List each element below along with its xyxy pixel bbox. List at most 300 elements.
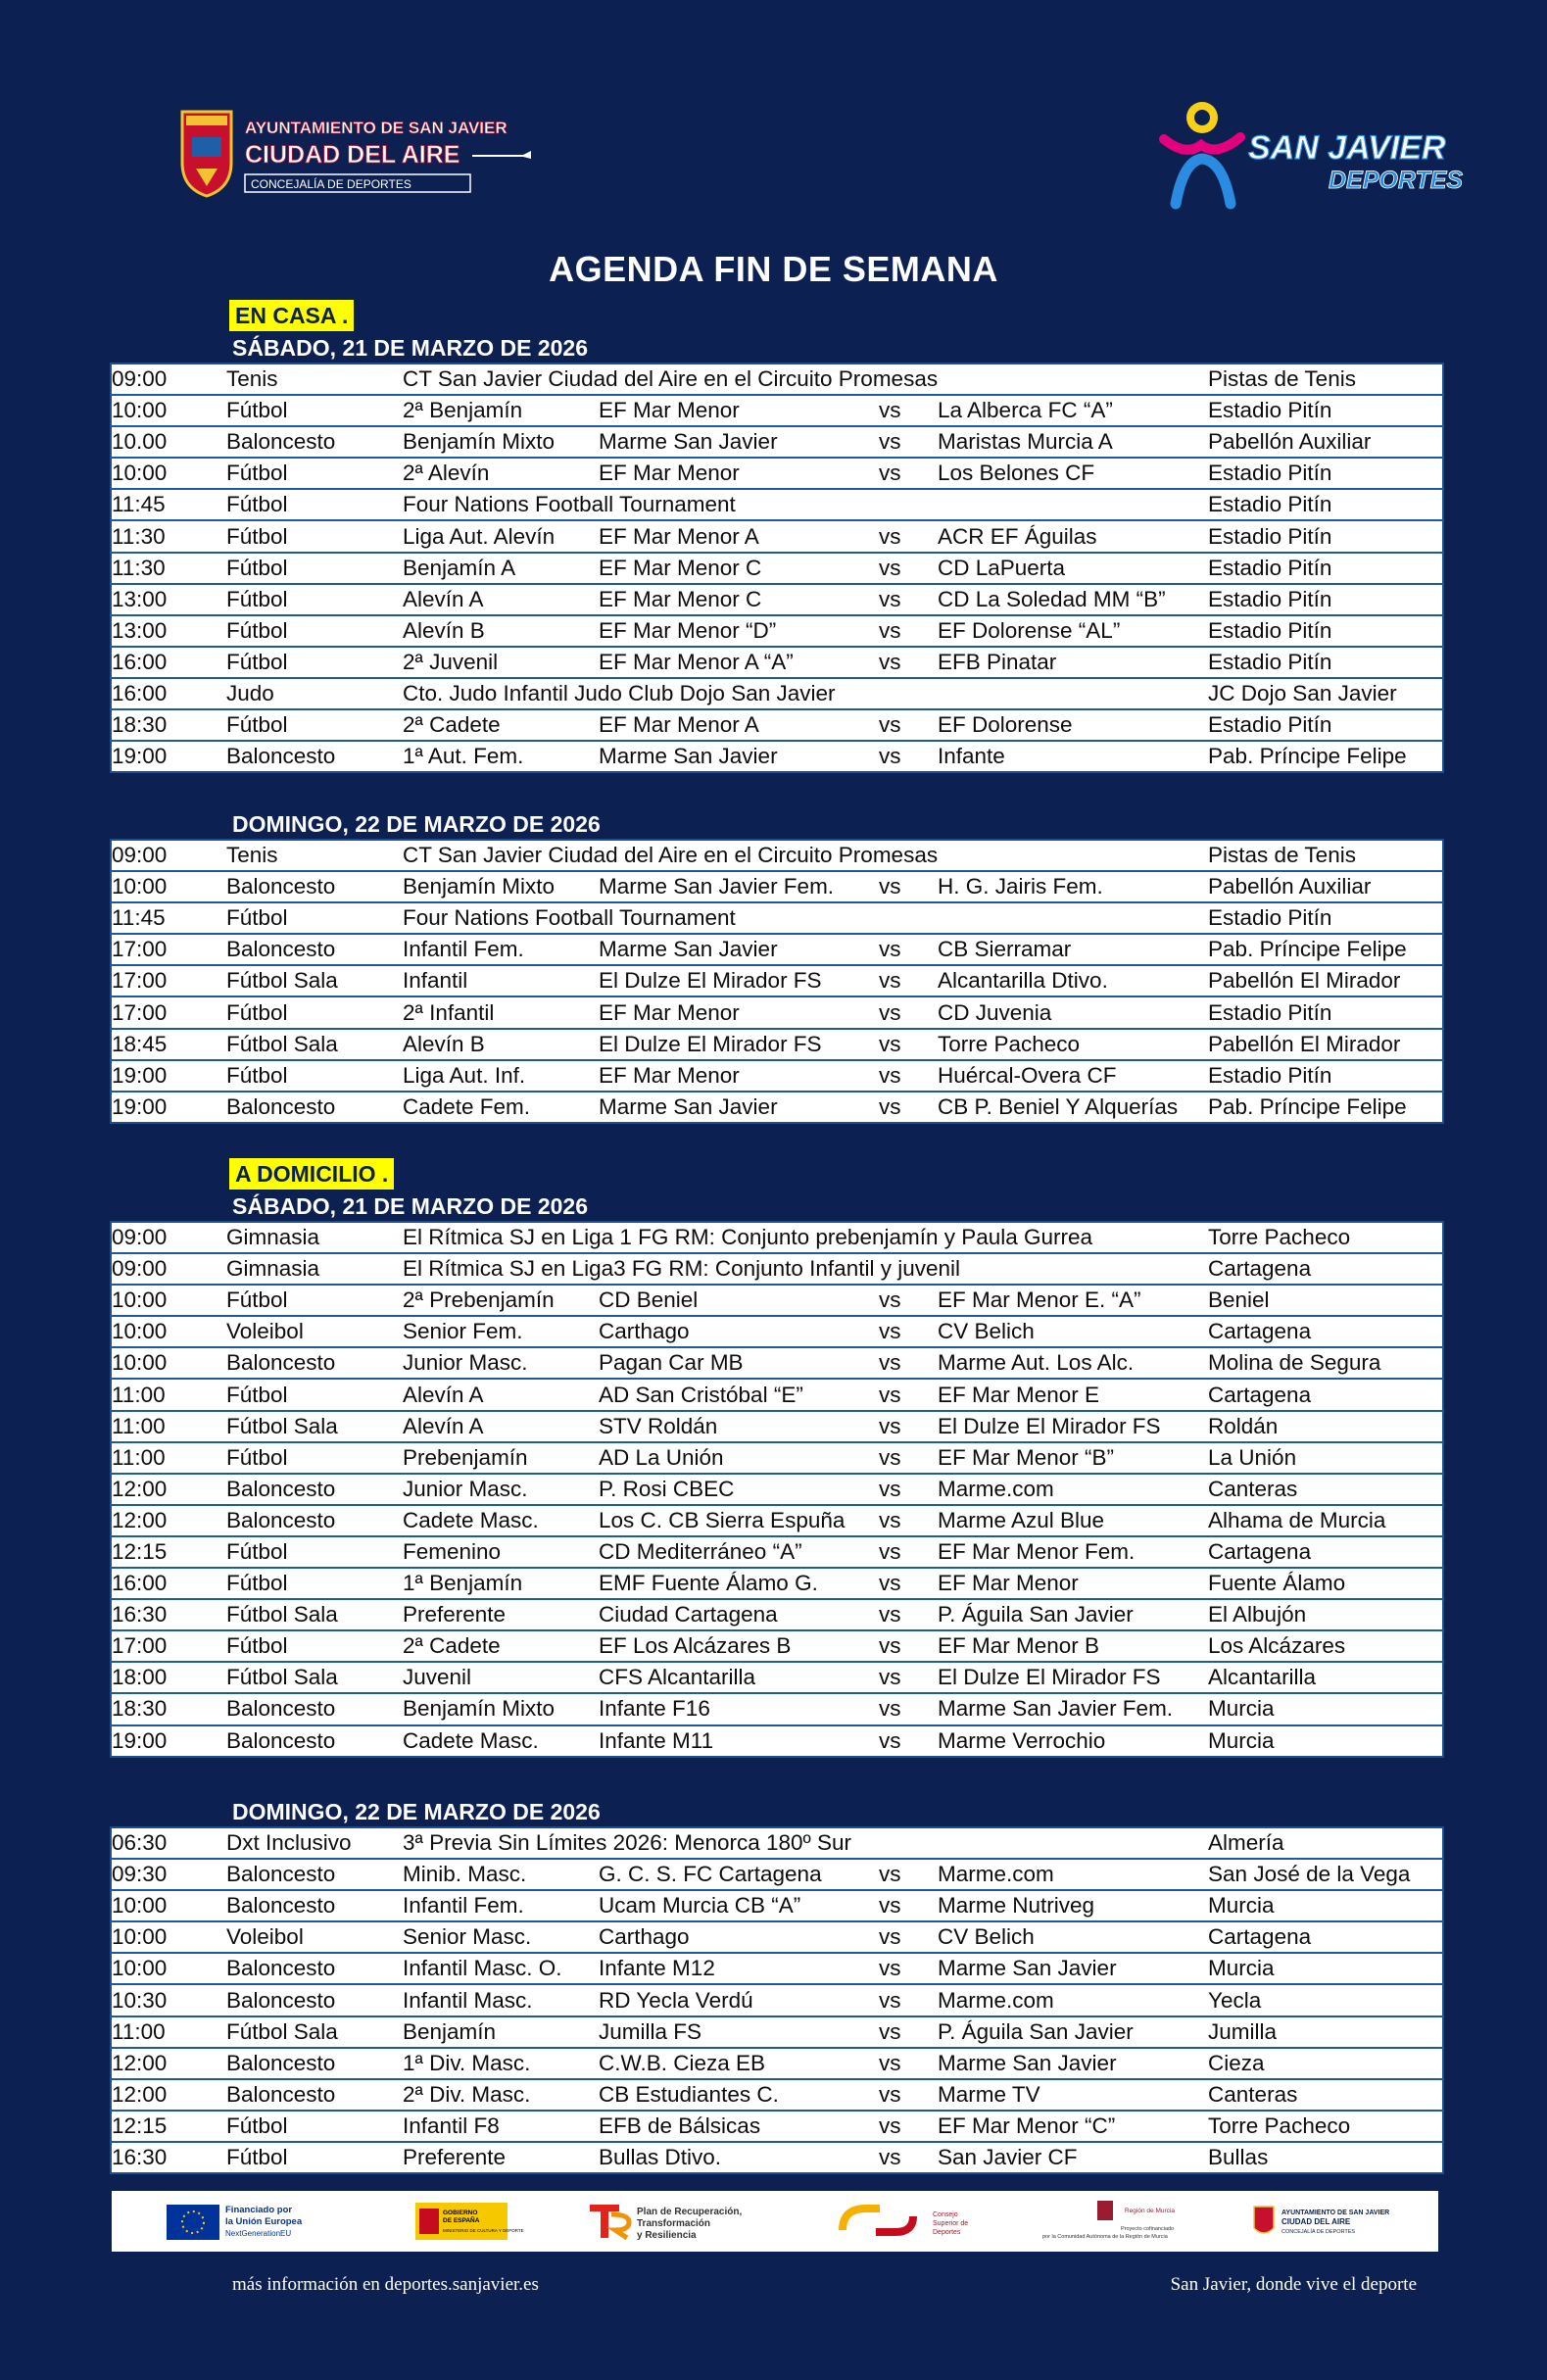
cell-home: Bullas Dtivo. — [599, 2144, 722, 2169]
schedule-row — [111, 1984, 1443, 2016]
cell-away: H. G. Jairis Fem. — [938, 871, 1208, 902]
cell-home: EF Mar Menor — [599, 458, 879, 489]
cell-vs: vs — [879, 1630, 938, 1662]
cell-venue: Estadio Pitín — [1208, 996, 1443, 1028]
cell-time: 16:00 — [111, 678, 226, 709]
cell-sport: Baloncesto — [226, 1984, 403, 2016]
cell-vs: vs — [879, 2016, 938, 2048]
cell-category: Alevín B — [403, 615, 599, 647]
cell-category: Cadete Fem. — [403, 1093, 531, 1119]
schedule-row — [111, 1953, 1443, 1984]
cell-venue: Cartagena — [1208, 1253, 1443, 1285]
cell-venue: Almería — [1208, 1827, 1443, 1859]
cell-category: Alevín A — [403, 584, 599, 615]
svg-text:CIUDAD DEL AIRE: CIUDAD DEL AIRE — [245, 141, 460, 169]
svg-text:la Unión Europea: la Unión Europea — [225, 2216, 303, 2227]
day-heading: DOMINGO, 22 DE MARZO DE 2026 — [232, 811, 601, 837]
cell-home: EF Mar Menor A “A” — [599, 647, 879, 678]
cell-venue: Cartagena — [1208, 1921, 1443, 1953]
cell-time: 17:00 — [111, 996, 226, 1028]
cell-away: CD LaPuerta — [938, 553, 1208, 584]
svg-text:Superior de: Superior de — [933, 2220, 969, 2227]
schedule-row — [111, 2016, 1443, 2048]
murcia-crest-icon — [1097, 2201, 1113, 2220]
cell-venue: San José de la Vega — [1208, 1859, 1443, 1890]
schedule-row — [111, 584, 1443, 615]
cell-venue: Estadio Pitín — [1208, 458, 1443, 489]
cell-away: ACR EF Águilas — [938, 520, 1208, 552]
cell-category: Infantil Fem. — [403, 934, 599, 965]
cell-vs: vs — [879, 1474, 938, 1505]
cell-home: C.W.B. Cieza EB — [599, 2048, 879, 2079]
schedule-row — [111, 1693, 1443, 1724]
cell-venue: Pab. Príncipe Felipe — [1208, 934, 1443, 965]
cell-sport: Fútbol — [226, 1630, 403, 1662]
cell-time: 18:00 — [111, 1662, 226, 1693]
schedule-row — [111, 1725, 1443, 1757]
cell-sport: Baloncesto — [226, 1505, 403, 1536]
cell-time: 10:30 — [111, 1984, 226, 2016]
svg-text:Plan de Recuperación,: Plan de Recuperación, — [637, 2207, 743, 2217]
cell-home: Ucam Murcia CB “A” — [599, 1890, 879, 1921]
svg-text:DE ESPAÑA: DE ESPAÑA — [443, 2217, 480, 2224]
cell-desc: Cto. Judo Infantil Judo Club Dojo San Javier — [403, 678, 1208, 709]
cell-vs: vs — [879, 395, 938, 426]
cell-vs: vs — [879, 1921, 938, 1953]
cell-home: Marme San Javier — [599, 426, 879, 458]
cell-time: 10:00 — [111, 1890, 226, 1921]
cell-home: EF Mar Menor C — [599, 553, 879, 584]
cell-time: 19:00 — [112, 1093, 168, 1119]
cell-sport: Baloncesto — [226, 1474, 403, 1505]
cell-venue: Cartagena — [1208, 1536, 1443, 1568]
cell-category: Alevín A — [403, 1411, 599, 1442]
cell-sport: Fútbol — [226, 615, 403, 647]
cell-venue: Cartagena — [1208, 1316, 1443, 1347]
cell-vs: vs — [879, 584, 938, 615]
cell-away: El Dulze El Mirador FS — [938, 1411, 1208, 1442]
cell-sport: Judo — [226, 678, 403, 709]
cell-sport: Fútbol — [226, 520, 403, 552]
cell-category: Junior Masc. — [403, 1474, 599, 1505]
cell-away: P. Águila San Javier — [938, 2016, 1208, 2048]
cell-category: 2ª Alevín — [403, 458, 599, 489]
cell-home: AD San Cristóbal “E” — [599, 1379, 879, 1410]
cell-time: 10:00 — [111, 1347, 226, 1379]
cell-home: EF Mar Menor C — [599, 584, 879, 615]
cell-vs: vs — [879, 1285, 938, 1316]
cell-venue: Los Alcázares — [1208, 1630, 1443, 1662]
cell-away: EF Mar Menor E. “A” — [938, 1285, 1208, 1316]
cell-vs: vs — [879, 1599, 938, 1630]
schedule-row — [111, 1347, 1443, 1379]
svg-text:Proyecto cofinanciado: Proyecto cofinanciado — [1121, 2226, 1175, 2232]
cell-home: EF Mar Menor — [599, 1060, 879, 1092]
schedule-row — [111, 1285, 1443, 1316]
cell-category: 2ª Prebenjamín — [403, 1285, 599, 1316]
cell-sport: Baloncesto — [226, 1859, 403, 1890]
cell-category: Prebenjamín — [403, 1442, 599, 1474]
schedule-row — [111, 489, 1443, 520]
cell-venue: Estadio Pitín — [1208, 615, 1443, 647]
cell-time: 13:00 — [111, 615, 226, 647]
cell-venue: Pabellón Auxiliar — [1208, 871, 1443, 902]
cell-time: 09:00 — [111, 1222, 226, 1253]
cell-time: 12:00 — [111, 1474, 226, 1505]
svg-text:Deportes: Deportes — [933, 2229, 961, 2236]
cell-sport: Fútbol Sala — [226, 1029, 403, 1060]
cell-vs: vs — [879, 744, 901, 769]
cell-sport: Fútbol — [226, 395, 403, 426]
cell-vs: vs — [879, 1505, 938, 1536]
cell-away: Marme San Javier — [938, 2048, 1208, 2079]
cell-home: G. C. S. FC Cartagena — [599, 1859, 879, 1890]
svg-text:CONCEJALÍA DE DEPORTES: CONCEJALÍA DE DEPORTES — [251, 177, 411, 191]
cell-venue: Torre Pacheco — [1208, 1222, 1443, 1253]
cell-category: Liga Aut. Alevín — [403, 520, 599, 552]
cell-category: 2ª Cadete — [403, 709, 599, 741]
cell-away: Maristas Murcia A — [938, 426, 1208, 458]
cell-away: CD La Soledad MM “B” — [938, 584, 1208, 615]
cell-venue: Estadio Pitín — [1208, 395, 1443, 426]
cell-sport: Fútbol — [226, 489, 403, 520]
cell-away: Marme.com — [938, 1859, 1208, 1890]
cell-vs: vs — [879, 965, 938, 996]
schedule-row — [111, 840, 1443, 871]
cell-category: 2ª Div. Masc. — [403, 2079, 599, 2111]
cell-venue: Pab. Príncipe Felipe — [1208, 1093, 1407, 1119]
schedule-row — [111, 426, 1443, 458]
cell-category: Senior Fem. — [403, 1316, 599, 1347]
cell-home: Ciudad Cartagena — [599, 1599, 879, 1630]
cell-venue: Beniel — [1208, 1285, 1443, 1316]
eu-flag-icon — [167, 2205, 219, 2240]
cell-category: Infantil Masc. — [403, 1984, 599, 2016]
cell-desc: 3ª Previa Sin Límites 2026: Menorca 180º Sur — [403, 1827, 1208, 1859]
section-tag: EN CASA . — [229, 300, 354, 331]
cell-desc: CT San Javier Ciudad del Aire en el Circuito Promesas — [403, 840, 1208, 871]
cell-sport: Tenis — [226, 364, 403, 395]
cell-category: 2ª Juvenil — [403, 647, 599, 678]
schedule-table — [110, 363, 1444, 773]
cell-venue: Murcia — [1208, 1953, 1443, 1984]
cell-category: Preferente — [403, 2144, 507, 2169]
cell-category: Cadete Masc. — [403, 1505, 599, 1536]
cell-vs: vs — [879, 520, 938, 552]
schedule-row — [111, 615, 1443, 647]
schedule-row — [111, 364, 1443, 395]
cell-home: Carthago — [599, 1316, 879, 1347]
cell-category: Benjamín Mixto — [403, 1693, 599, 1724]
cell-vs: vs — [879, 2048, 938, 2079]
day-heading: SÁBADO, 21 DE MARZO DE 2026 — [232, 1193, 588, 1219]
cell-venue: Estadio Pitín — [1208, 1060, 1443, 1092]
cell-home: AD La Unión — [599, 1442, 879, 1474]
cell-time: 18:30 — [111, 709, 226, 741]
schedule-row — [111, 741, 1443, 772]
cell-vs: vs — [879, 647, 938, 678]
cell-vs: vs — [879, 1347, 938, 1379]
schedule-row — [111, 2079, 1443, 2111]
schedule-row — [111, 520, 1443, 552]
cell-time: 10:00 — [111, 1953, 226, 1984]
cell-time: 12:00 — [111, 2079, 226, 2111]
cell-sport: Fútbol — [226, 1442, 403, 1474]
cell-category: Cadete Masc. — [403, 1727, 539, 1753]
cell-sport: Baloncesto — [226, 1693, 403, 1724]
cell-away: EFB Pinatar — [938, 647, 1208, 678]
cell-home: Infante F16 — [599, 1693, 879, 1724]
cell-sport: Fútbol — [226, 2111, 403, 2142]
cell-sport: Fútbol — [226, 2144, 288, 2169]
cell-away: Marme Verrochio — [938, 1727, 1106, 1753]
cell-venue: Roldán — [1208, 1411, 1443, 1442]
cell-time: 19:00 — [112, 744, 168, 769]
cell-vs: vs — [879, 2079, 938, 2111]
cell-venue: Cartagena — [1208, 1379, 1443, 1410]
cell-vs: vs — [879, 709, 938, 741]
ayuntamiento-logo — [178, 108, 531, 198]
cell-home: EFB de Bálsicas — [599, 2111, 879, 2142]
cell-time: 12:00 — [111, 1505, 226, 1536]
schedule-row — [111, 1630, 1443, 1662]
cell-vs: vs — [879, 2111, 938, 2142]
cell-home: CD Mediterráneo “A” — [599, 1536, 879, 1568]
schedule-row — [111, 1505, 1443, 1536]
cell-time: 11:45 — [111, 902, 226, 934]
cell-vs: vs — [879, 1890, 938, 1921]
cell-away: Marme TV — [938, 2079, 1208, 2111]
svg-text:Consejo: Consejo — [933, 2211, 958, 2218]
cell-home: Marme San Javier Fem. — [599, 871, 879, 902]
cell-sport: Tenis — [226, 840, 403, 871]
cell-venue: Alhama de Murcia — [1208, 1505, 1443, 1536]
cell-home: Marme San Javier — [599, 1093, 778, 1119]
schedule-table — [110, 1826, 1444, 2174]
cell-away: Marme San Javier Fem. — [938, 1693, 1208, 1724]
cell-sport: Baloncesto — [226, 1727, 336, 1753]
cell-home: Carthago — [599, 1921, 879, 1953]
cell-sport: Dxt Inclusivo — [226, 1827, 403, 1859]
cell-sport: Fútbol — [226, 1285, 403, 1316]
cell-away: Marme.com — [938, 1474, 1208, 1505]
section-away-saturday — [110, 1158, 1442, 1758]
cell-venue: Bullas — [1208, 2144, 1269, 2169]
cell-time: 17:00 — [111, 934, 226, 965]
cell-category: Benjamín — [403, 2016, 599, 2048]
cell-venue: Murcia — [1208, 1693, 1443, 1724]
cell-category: Infantil Fem. — [403, 1890, 599, 1921]
cell-vs: vs — [879, 1662, 938, 1693]
cell-away: CB Sierramar — [938, 934, 1208, 965]
cell-home: RD Yecla Verdú — [599, 1984, 879, 2016]
cell-away: EF Mar Menor B — [938, 1630, 1208, 1662]
schedule-row — [111, 1662, 1443, 1693]
cell-time: 06:30 — [111, 1827, 226, 1859]
cell-vs: vs — [879, 1727, 901, 1753]
cell-sport: Fútbol — [226, 709, 403, 741]
cell-time: 10:00 — [111, 458, 226, 489]
cell-category: Liga Aut. Inf. — [403, 1060, 599, 1092]
cell-venue: La Unión — [1208, 1442, 1443, 1474]
cell-venue: Pabellón Auxiliar — [1208, 426, 1443, 458]
cell-sport: Fútbol Sala — [226, 1411, 403, 1442]
cell-away: EF Mar Menor Fem. — [938, 1536, 1208, 1568]
cell-home: Jumilla FS — [599, 2016, 879, 2048]
svg-text:AYUNTAMIENTO DE SAN JAVIER: AYUNTAMIENTO DE SAN JAVIER — [1281, 2210, 1390, 2216]
cell-home: CFS Alcantarilla — [599, 1662, 879, 1693]
cell-home: P. Rosi CBEC — [599, 1474, 879, 1505]
schedule-row — [111, 1222, 1443, 1253]
cell-vs: vs — [879, 1953, 938, 1984]
schedule-row — [111, 1060, 1443, 1092]
cell-home: EF Mar Menor A — [599, 520, 879, 552]
cell-sport: Voleibol — [226, 1316, 403, 1347]
cell-venue: Jumilla — [1208, 2016, 1443, 2048]
cell-category: Femenino — [403, 1536, 599, 1568]
cell-away: Marme San Javier — [938, 1953, 1208, 1984]
cell-vs: vs — [879, 1536, 938, 1568]
cell-vs: vs — [879, 2144, 901, 2169]
schedule-row — [111, 934, 1443, 965]
footer-info-link[interactable]: más información en deportes.sanjavier.es — [232, 2274, 539, 2295]
cell-home: EF Mar Menor — [599, 996, 879, 1028]
csd-icon — [843, 2209, 913, 2232]
cell-sport: Baloncesto — [226, 1093, 336, 1119]
cell-away: EF Mar Menor “B” — [938, 1442, 1208, 1474]
cell-time: 13:00 — [111, 584, 226, 615]
cell-away: EF Dolorense — [938, 709, 1208, 741]
svg-text:Transformación: Transformación — [637, 2218, 711, 2229]
schedule-row — [111, 1253, 1443, 1285]
cell-time: 16:00 — [111, 647, 226, 678]
cell-time: 19:00 — [111, 1060, 226, 1092]
schedule-row — [111, 395, 1443, 426]
cell-home: Infante M12 — [599, 1953, 879, 1984]
cell-away: CV Belich — [938, 1921, 1208, 1953]
schedule-table — [110, 839, 1444, 1124]
cell-home: Pagan Car MB — [599, 1347, 879, 1379]
sponsor-bar — [112, 2191, 1438, 2252]
cell-away: CD Juvenia — [938, 996, 1208, 1028]
schedule-row — [111, 1921, 1443, 1953]
cell-vs: vs — [879, 1984, 938, 2016]
cell-venue: Canteras — [1208, 1474, 1443, 1505]
cell-venue: Estadio Pitín — [1208, 520, 1443, 552]
cell-time: 17:00 — [111, 965, 226, 996]
cell-time: 09:00 — [111, 364, 226, 395]
prtr-icon — [590, 2205, 629, 2238]
cell-category: Infantil — [403, 965, 599, 996]
cell-venue: Torre Pacheco — [1208, 2111, 1443, 2142]
cell-time: 12:00 — [111, 2048, 226, 2079]
cell-vs: vs — [879, 934, 938, 965]
cell-venue: Pab. Príncipe Felipe — [1208, 744, 1407, 769]
cell-category: 1ª Benjamín — [403, 1568, 599, 1599]
cell-time: 18:30 — [111, 1693, 226, 1724]
schedule-row — [111, 965, 1443, 996]
cell-sport: Fútbol — [226, 1379, 403, 1410]
cell-sport: Gimnasia — [226, 1253, 403, 1285]
schedule-row — [111, 458, 1443, 489]
svg-text:por la Comunidad Autónoma de l: por la Comunidad Autónoma de la Región de Murcia — [1042, 2234, 1168, 2240]
cell-category: Alevín B — [403, 1029, 599, 1060]
cell-away: P. Águila San Javier — [938, 1599, 1208, 1630]
svg-text:DEPORTES: DEPORTES — [1329, 167, 1464, 194]
cell-venue: Molina de Segura — [1208, 1347, 1443, 1379]
cell-sport: Fútbol Sala — [226, 965, 403, 996]
cell-home: Los C. CB Sierra Espuña — [599, 1505, 879, 1536]
cell-sport: Fútbol — [226, 584, 403, 615]
page-title: AGENDA FIN DE SEMANA — [549, 249, 998, 289]
svg-text:y Resiliencia: y Resiliencia — [637, 2230, 697, 2241]
cell-venue: Estadio Pitín — [1208, 647, 1443, 678]
cell-away: EF Mar Menor — [938, 1568, 1208, 1599]
cell-category: Infantil F8 — [403, 2111, 599, 2142]
cell-home: Marme San Javier — [599, 744, 778, 769]
cell-away: EF Mar Menor “C” — [938, 2111, 1208, 2142]
cell-venue: Yecla — [1208, 1984, 1443, 2016]
cell-away: CV Belich — [938, 1316, 1208, 1347]
cell-vs: vs — [879, 1442, 938, 1474]
cell-time: 10:00 — [111, 1921, 226, 1953]
cell-time: 16:30 — [112, 2144, 168, 2169]
cell-vs: vs — [879, 1093, 901, 1119]
cell-venue: Fuente Álamo — [1208, 1568, 1443, 1599]
cell-away: Marme Aut. Los Alc. — [938, 1347, 1208, 1379]
svg-text:SAN JAVIER: SAN JAVIER — [1248, 129, 1446, 167]
cell-away: Marme Azul Blue — [938, 1505, 1208, 1536]
schedule-row — [111, 1859, 1443, 1890]
day-heading: DOMINGO, 22 DE MARZO DE 2026 — [232, 1799, 601, 1824]
cell-desc: CT San Javier Ciudad del Aire en el Circuito Promesas — [403, 364, 1208, 395]
cell-venue: Estadio Pitín — [1208, 553, 1443, 584]
cell-home: EMF Fuente Álamo G. — [599, 1568, 879, 1599]
cell-time: 18:45 — [111, 1029, 226, 1060]
cell-home: CD Beniel — [599, 1285, 879, 1316]
cell-away: Los Belones CF — [938, 458, 1208, 489]
section-home-sunday — [110, 807, 1442, 1124]
cell-home: El Dulze El Mirador FS — [599, 1029, 879, 1060]
svg-text:CIUDAD DEL AIRE: CIUDAD DEL AIRE — [1281, 2217, 1351, 2226]
cell-sport: Fútbol — [226, 458, 403, 489]
san-javier-crest-icon — [1254, 2207, 1274, 2233]
svg-text:Financiado por: Financiado por — [225, 2205, 293, 2215]
cell-category: 2ª Benjamín — [403, 395, 599, 426]
cell-time: 10:00 — [111, 395, 226, 426]
cell-sport: Fútbol — [226, 1536, 403, 1568]
cell-venue: Estadio Pitín — [1208, 584, 1443, 615]
schedule-row — [111, 2111, 1443, 2142]
cell-venue: Estadio Pitín — [1208, 489, 1443, 520]
cell-time: 10:00 — [111, 1316, 226, 1347]
schedule-row — [111, 1474, 1443, 1505]
cell-time: 17:00 — [111, 1630, 226, 1662]
cell-category: Minib. Masc. — [403, 1859, 599, 1890]
cell-home: EF Mar Menor — [599, 395, 879, 426]
cell-home: STV Roldán — [599, 1411, 879, 1442]
cell-sport: Fútbol Sala — [226, 2016, 403, 2048]
cell-category: 1ª Aut. Fem. — [403, 744, 524, 769]
cell-time: 11:00 — [111, 1442, 226, 1474]
cell-sport: Baloncesto — [226, 2079, 403, 2111]
cell-venue: JC Dojo San Javier — [1208, 678, 1443, 709]
cell-sport: Baloncesto — [226, 2048, 403, 2079]
cell-sport: Fútbol — [226, 647, 403, 678]
cell-desc: El Rítmica SJ en Liga3 FG RM: Conjunto Infantil y juvenil — [403, 1253, 1208, 1285]
cell-venue: Canteras — [1208, 2079, 1443, 2111]
schedule-row — [111, 1029, 1443, 1060]
